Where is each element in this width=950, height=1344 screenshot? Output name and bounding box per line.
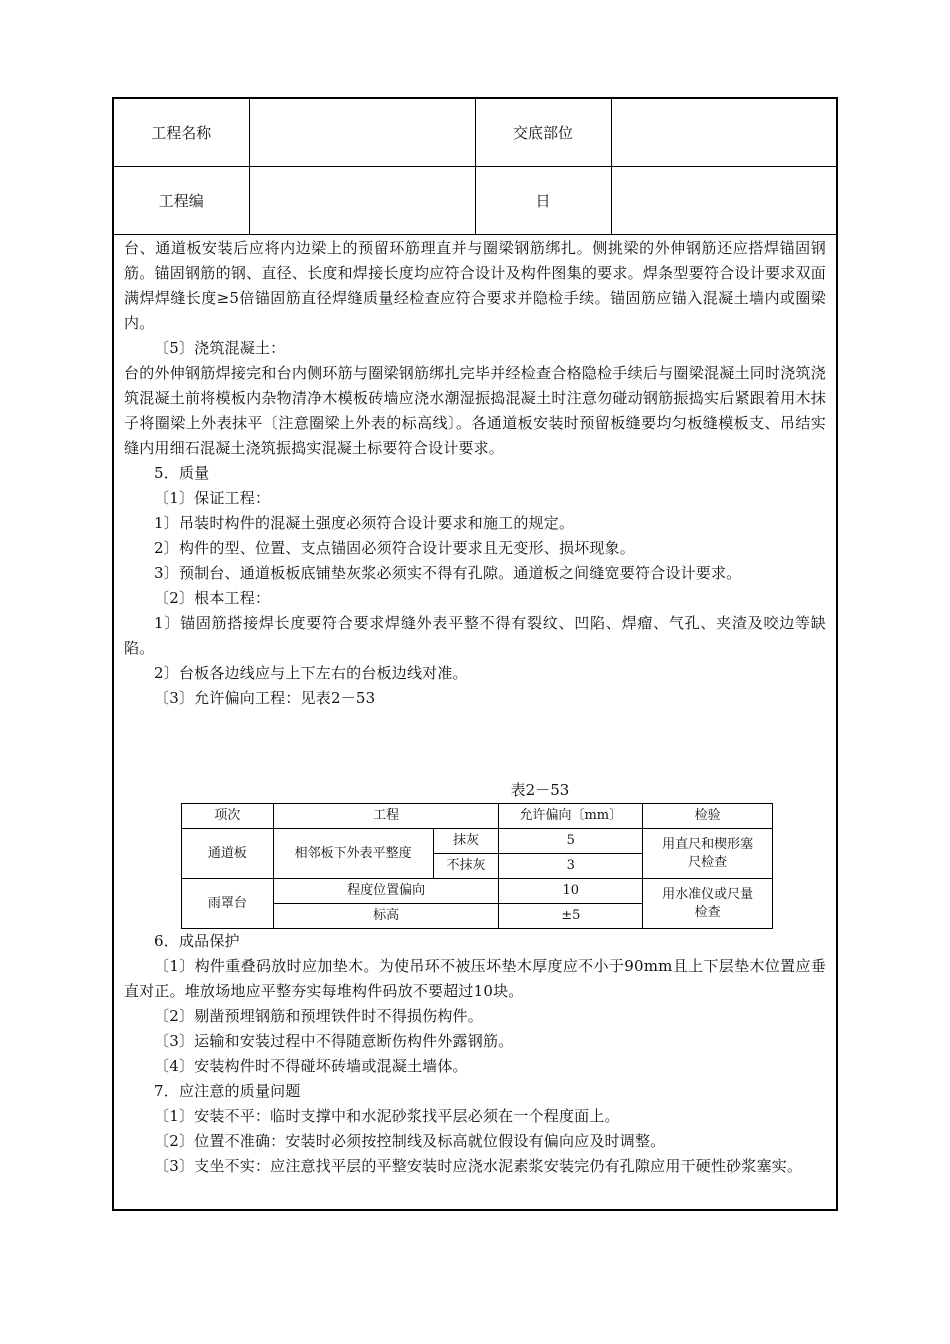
paragraph: 〔2〕位置不准确：安装时必须按控制线及标高就位假设有偏向应及时调整。 (154, 1132, 666, 1150)
paragraph: 2〕构件的型、位置、支点锚固必须符合设计要求且无变形、损坏现象。 (154, 539, 635, 557)
table-cell: 相邻板下外表平整度 (273, 829, 433, 879)
paragraph: 〔3〕运输和安装过程中不得随意断伤构件外露钢筋。 (154, 1032, 514, 1050)
project-code-value (249, 167, 475, 235)
section-heading: 7．应注意的质量问题 (154, 1082, 301, 1100)
header-table (114, 99, 836, 235)
paragraph: 〔2〕剔凿预埋钢筋和预埋铁件时不得损伤构件。 (154, 1007, 483, 1025)
paragraph: 〔5〕浇筑混凝土： (154, 339, 286, 357)
table-title: 表2－53 (510, 781, 570, 799)
table-cell: ±5 (499, 904, 643, 929)
paragraph: 3〕预制台、通道板板底铺垫灰浆必须实不得有孔隙。通道板之间缝宽要符合设计要求。 (154, 564, 742, 582)
paragraph: 〔4〕安装构件时不得碰坏砖墙或混凝土墙体。 (154, 1057, 468, 1075)
table-cell (643, 879, 773, 929)
paragraph: 〔1〕构件重叠码放时应加垫木。为使吊环不被压坏垫木厚度应不小于90mm且上下层垫木位置应垂直对正。堆放场地应平整夯实每堆构件码放不要超过10块。 (124, 957, 826, 1000)
paragraph: 〔3〕支坐不实：应注意找平层的平整安装时应浇水泥素浆安装完仍有孔隙应用干硬性砂浆塞实。 (154, 1157, 803, 1175)
table-cell: 不抹灰 (433, 854, 499, 879)
method-line: 检查 (694, 904, 721, 920)
paragraph: 〔1〕保证工程： (154, 489, 271, 507)
table-cell: 10 (499, 879, 643, 904)
paragraph: 台的外伸钢筋焊接完和台内侧环筋与圈梁钢筋绑扎完毕并经检查合格隐检手续后与圈梁混凝土同时浇筑浇筑混凝土前将模板内杂物清净木模板砖墙应浇水潮湿振捣混凝土时注意勿碰动钢筋振捣实后紧跟着用木抹子将圈梁上外表抹平〔注意圈梁上外表的标高线〕。各通道板安装时预留板缝要均匀板缝模板支、吊结实缝内用细石混凝土浇筑振捣实混凝土标要符合设计要求。 (124, 364, 826, 457)
table-cell: 5 (499, 829, 643, 854)
paragraph: 〔2〕根本工程： (154, 589, 271, 607)
handover-part-value (611, 99, 836, 167)
paragraph: 1〕锚固筋搭接焊长度要符合要求焊缝外表平整不得有裂纹、凹陷、焊瘤、气孔、夹渣及咬边等缺陷。 (124, 614, 826, 657)
method-line: 用直尺和楔形塞 (662, 836, 754, 852)
table-cell: 抹灰 (433, 829, 499, 854)
section-heading: 6．成品保护 (154, 932, 240, 950)
paragraph: 台、通道板安装后应将内边梁上的预留环筋理直并与圈梁钢筋绑扎。侧挑梁的外伸钢筋还应搭焊锚固钢筋。锚固钢筋的钢、直径、长度和焊接长度均应符合设计及构件图集的要求。焊条型要符合设计要求双面满焊焊缝长度≥5倍锚固筋直径焊缝质量经检查应符合要求并隐检手续。锚固筋应锚入混凝土墙内或圈梁内。 (124, 239, 826, 332)
paragraph: 1〕吊装时构件的混凝土强度必须符合设计要求和施工的规定。 (154, 514, 575, 532)
table-header: 项次 (182, 804, 274, 829)
tolerance-table (181, 803, 773, 929)
handover-part-label: 交底部位 (475, 99, 611, 167)
table-cell: 通道板 (182, 829, 274, 879)
table-cell (643, 829, 773, 879)
section-heading: 5．质量 (154, 464, 210, 482)
paragraph: 〔1〕安装不平：临时支撑中和水泥砂浆找平层必须在一个程度面上。 (154, 1107, 620, 1125)
paragraph: 2〕台板各边线应与上下左右的台板边线对准。 (154, 664, 468, 682)
project-name-label: 工程名称 (114, 99, 249, 167)
method-line: 用水准仪或尺量 (662, 886, 754, 902)
paragraph: 〔3〕允许偏向工程：见表2－53 (154, 689, 376, 707)
table-header: 工程 (273, 804, 499, 829)
table-header: 检验 (643, 804, 773, 829)
date-value (611, 167, 836, 235)
table-header: 允许偏向〔mm〕 (499, 804, 643, 829)
table-cell: 3 (499, 854, 643, 879)
table-cell: 雨罩台 (182, 879, 274, 929)
project-name-value (249, 99, 475, 167)
content-body (114, 236, 836, 1179)
date-label: 日 (475, 167, 611, 235)
document-frame (112, 97, 838, 1211)
table-cell: 程度位置偏向 (273, 879, 499, 904)
method-line: 尺检查 (688, 854, 728, 870)
table-cell: 标高 (273, 904, 499, 929)
project-code-label: 工程编 (114, 167, 249, 235)
